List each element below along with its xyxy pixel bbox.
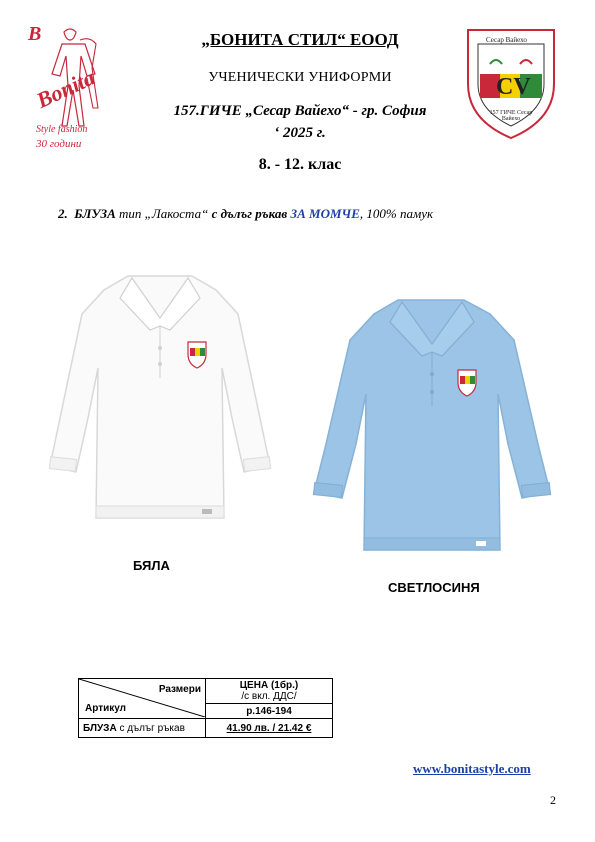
header-article: Артикул	[85, 703, 127, 714]
emblem-top-text: Сесар Вайехо	[486, 36, 527, 44]
page-number: 2	[550, 793, 556, 807]
shirt-label-white: БЯЛА	[133, 558, 170, 573]
logo-years: 30 години	[36, 138, 82, 150]
table-row	[79, 719, 333, 738]
school-emblem	[462, 22, 560, 142]
price-title: ЦЕНА (1бр.)	[239, 680, 299, 691]
logo-tagline: Style fashion	[36, 124, 88, 135]
row-item-rest: с дълъг ръкав	[116, 722, 185, 734]
item-sleeve: с дълъг ръкав	[211, 206, 288, 221]
item-gender: ЗА МОМЧЕ	[290, 206, 360, 221]
company-name: „БОНИТА СТИЛ“ ЕООД	[201, 30, 399, 49]
item-type: тип „Лакоста“	[115, 206, 212, 221]
row-item-bold: БЛУЗА	[83, 722, 117, 734]
shirt-label-lightblue: СВЕТЛОСИНЯ	[388, 580, 480, 595]
item-number: 2.	[58, 206, 68, 221]
table-header-diagonal	[79, 679, 206, 719]
row-item-name	[79, 719, 206, 738]
emblem-initials: CV	[496, 74, 531, 100]
white-shirt-image	[40, 268, 280, 530]
bonita-logo	[22, 14, 114, 154]
school-name: 157.ГИЧЕ „Сесар Вайехо“ - гр. София	[173, 103, 427, 119]
price-table	[78, 678, 333, 738]
document-subtitle: УЧЕНИЧЕСКИ УНИФОРМИ	[208, 70, 392, 85]
item-name: БЛУЗА	[74, 206, 116, 221]
emblem-bottom-text: 157 ГИЧЕ Сесар Вайехо	[489, 110, 533, 122]
row-price: 41.90 лв. / 21.42 €	[206, 719, 333, 738]
white-polo-shirt-icon	[40, 268, 280, 530]
website-link[interactable]: www.bonitastyle.com	[413, 761, 531, 776]
school-year: ‘ 2025 г.	[274, 125, 326, 141]
lightblue-polo-shirt-icon	[306, 294, 558, 556]
item-description	[58, 206, 433, 222]
grades: 8. - 12. клас	[258, 156, 342, 173]
size-range: р.146-194	[206, 704, 333, 719]
svg-text:B: B	[28, 23, 42, 45]
svg-text:Bonita: Bonita	[32, 64, 99, 113]
item-material: , 100% памук	[359, 206, 434, 221]
price-note: /с вкл. ДДС/	[241, 691, 297, 702]
header-sizes: Размери	[158, 684, 201, 695]
price-header	[206, 679, 333, 704]
lightblue-shirt-image	[306, 294, 558, 556]
